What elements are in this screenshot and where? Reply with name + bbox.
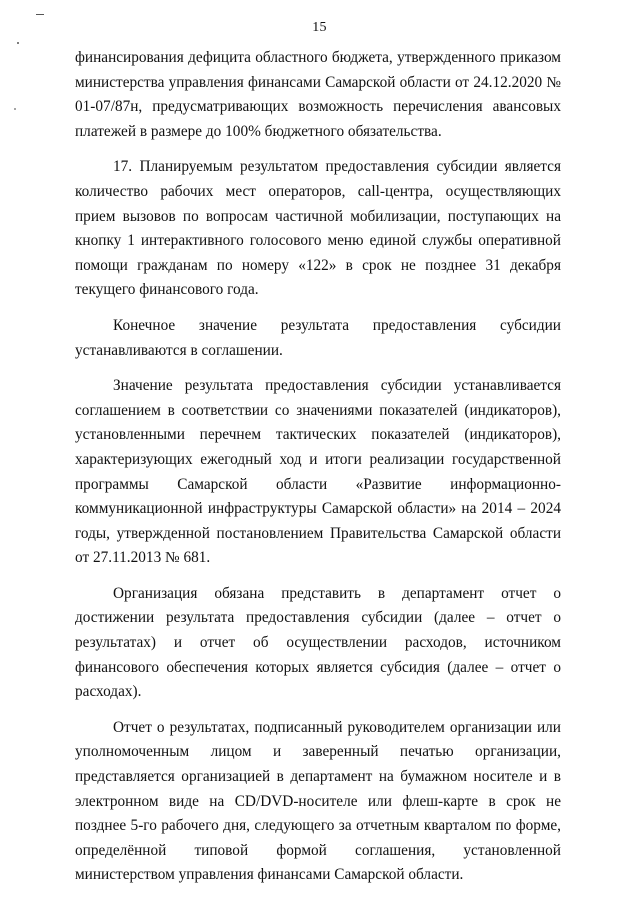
paragraph-continuation: финансирования дефицита областного бюджета, утвержденного приказом министерства управления финансами Самарской области от 24.12.2020 № 01-07/87н, предусматривающих возможность перечисления авансовых платежей в размере до 100% бюджетного обязательства. xyxy=(75,49,561,140)
scan-artifact xyxy=(14,108,16,110)
paragraph-results-report: Отчет о результатах, подписанный руководителем организации или уполномоченным лицом и заверенный печатью организации, представляется организацией в департамент на бумажном носителе и в электронном виде на CD/DVD-носителе или флеш-карте в срок не позднее 5-го рабочего дня, следующего за отчетным кварталом по форме, определённой типовой формой соглашения, установленной министерством управления финансами Самарской области. xyxy=(75,718,561,884)
paragraph-item-17: 17. Планируемым результатом предоставления субсидии является количество рабочих мест операторов, call-центра, осуществляющих прием вызовов по вопросам частичной мобилизации, поступающих на кнопку 1 интерактивного голосового меню единой службы оперативной помощи гражданам по номеру «122» в срок не позднее 31 декабря текущего финансового года. xyxy=(75,158,561,299)
paragraph-reporting-obligation: Организация обязана представить в департамент отчет о достижении результата предоставления субсидии (далее – отчет о результатах) и отчет об осуществлении расходов, источником финансового обеспечения которых является субсидия (далее – отчет о расходах). xyxy=(75,584,561,701)
document-body xyxy=(75,46,561,888)
paragraph-result-value: Значение результата предоставления субсидии устанавливается соглашением в соответствии со значениями показателей (индикаторов), установленными перечнем тактических показателей (индикаторов), характеризующих ежегодный ход и итоги реализации государственной программы Самарской области «Развитие информационно-коммуникационной инфраструктуры Самарской области» на 2014 – 2024 годы, утвержденной постановлением Правительства Самарской области от 27.11.2013 № 681. xyxy=(75,377,561,567)
scan-artifact xyxy=(36,14,44,15)
page-number: 15 xyxy=(312,20,327,35)
paragraph-final-value: Конечное значение результата предоставления субсидии устанавливаются в соглашении. xyxy=(75,316,561,359)
scan-artifact xyxy=(17,42,19,44)
